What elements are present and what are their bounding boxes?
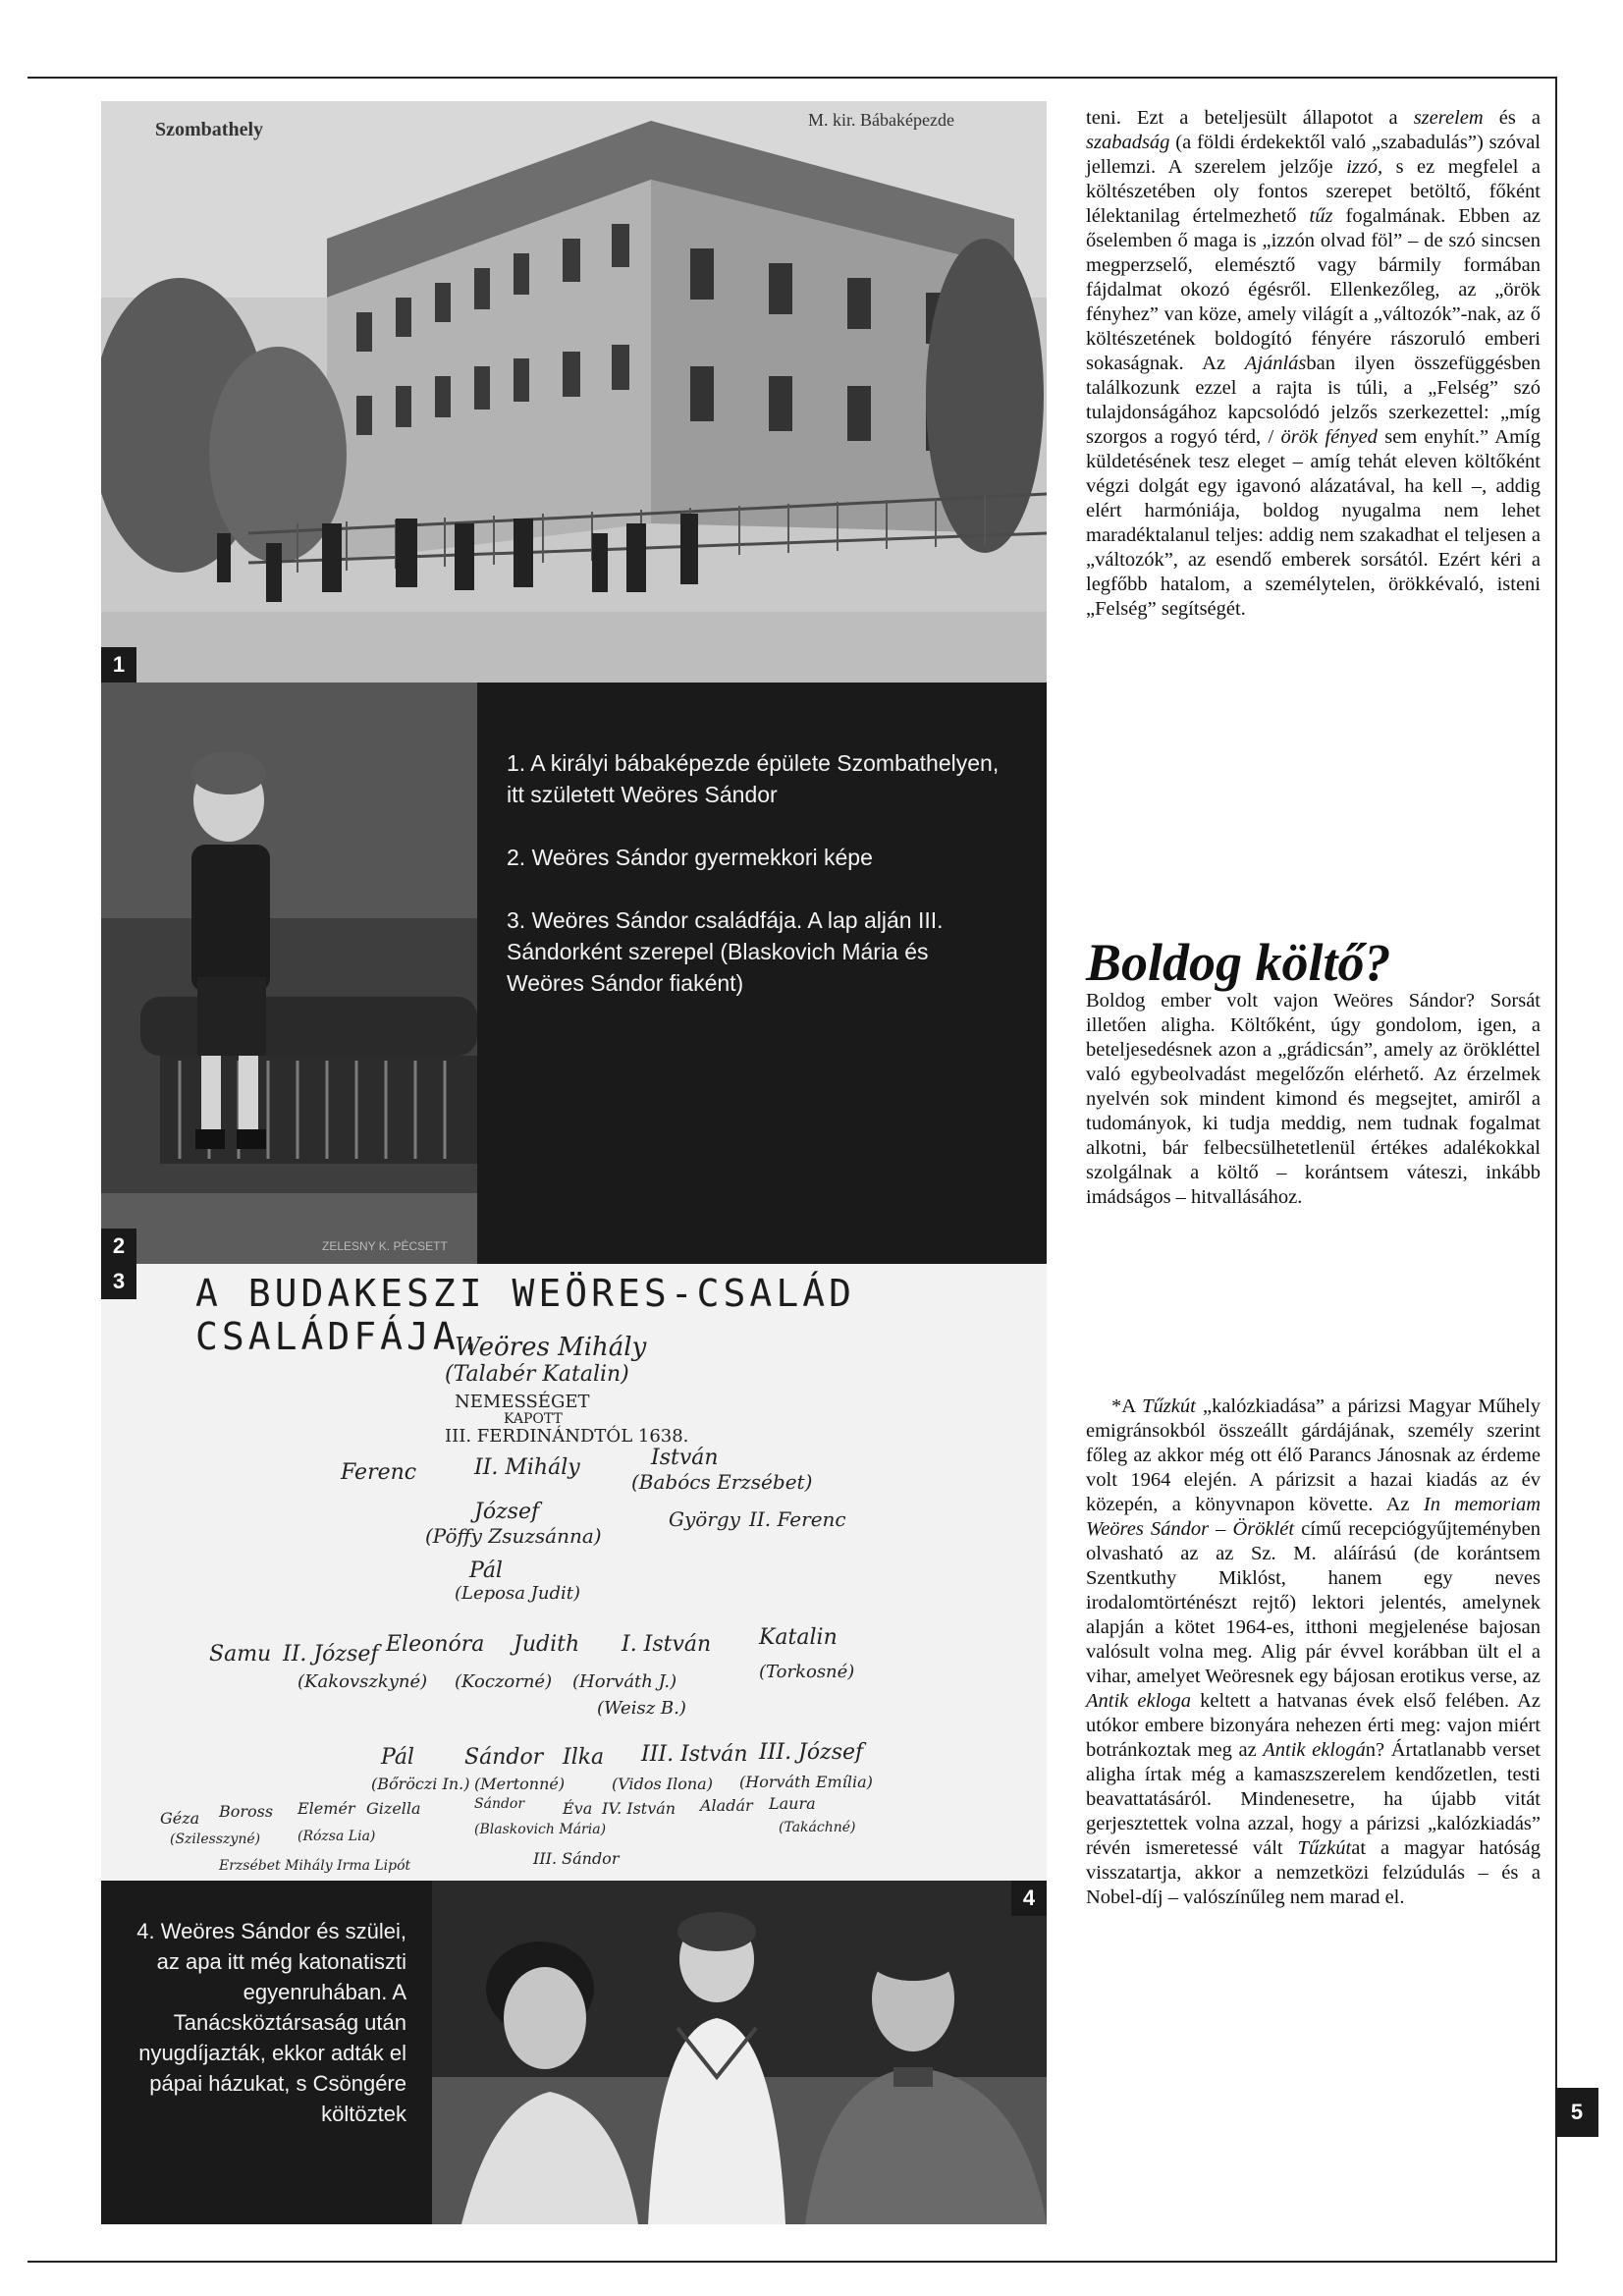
tree-name: III. István	[641, 1742, 748, 1767]
text-run: fogalmának. Ebben az őselemben ő maga is „izzón olvad föl” – de szó sincsen megperzselő, elemésztő vagy bármily formában fájdalmat okozó égésről. Ellenkezőleg, az „örök fényhez” van köze, amely világít a „változók”-nak, az ő költészetének boldogító fényére rászoruló emberi sokaságnak. Az	[1086, 205, 1541, 374]
caption-3: 3. Weöres Sándor családfája. A lap alján III. Sándorként szerepel (Blaskovich Mária és Weöres Sándor fiaként)	[507, 907, 944, 996]
photo-number-badge: 1	[101, 647, 136, 683]
caption-panel	[477, 683, 1047, 1264]
family-illustration	[432, 1881, 1047, 2224]
tree-name: Sándor	[474, 1796, 525, 1812]
family-tree-document	[101, 1264, 1047, 1881]
section-heading: Boldog költő?	[1086, 933, 1391, 992]
tree-name: (Mertonné)	[474, 1775, 566, 1793]
tree-name: (Horváth Emília)	[739, 1773, 873, 1791]
tree-name: Samu	[209, 1642, 272, 1667]
tree-note: KAPOTT	[504, 1411, 563, 1427]
tree-name: Eleonóra	[386, 1632, 485, 1657]
text-run: s ez megfelel a költészetében oly fontos szerepet betöltő, főként lélektanilag értelmezhető	[1086, 156, 1541, 227]
tree-name: Gizella	[366, 1799, 421, 1818]
postcard-building-label: M. kir. Bábaképezde	[808, 110, 954, 130]
tree-name: Erzsébet Mihály Irma Lipót	[219, 1858, 411, 1874]
postcard-city-label: Szombathely	[155, 119, 263, 140]
footnote-paragraph	[1086, 1394, 1541, 1910]
tree-name: Sándor	[464, 1745, 544, 1770]
family-tree-title: A BUDAKESZI WEÖRES-CSALÁD CSALÁDFÁJA.	[195, 1272, 855, 1358]
tree-name: György	[669, 1507, 740, 1531]
caption-4: 4. Weöres Sándor és szülei, az apa itt még katonatiszti egyenruhában. A Tanácsköztársaság után nyugdíjazták, ekkor adták el pápai házukat, s Csöngére költöztek	[136, 1919, 406, 2126]
page-frame-bottom	[27, 2261, 1557, 2263]
tree-name: II. Ferenc	[749, 1507, 846, 1531]
text-run: című recepciógyűjteményben olvasható az az Sz. M. aláírású (de korántsem Szentkuthy Miklóst, hanem egy neves irodalomtörténészt rejtő) lektori jelentés, amelynek alapján a kötet 1964-es, itthoni megjelenése bajosan valósult volna meg. Alig pár évvel korábban ült el a vihar, amelyet Weöresnek egy bájosan erotikus verse, az	[1086, 1518, 1542, 1687]
tree-name: (Takáchné)	[779, 1820, 856, 1835]
tree-name: Judith	[514, 1632, 580, 1657]
family-portrait-photo	[432, 1881, 1047, 2224]
text-run: n? Ártatlanabb verset aligha írtak még a kamaszszerelem kendőzetlen, testi beavattatásáról. Mindenesetre, ha újabb vitát gerjesztettek volna azzal, hogy a párizsi „kalózkiadás” révén ismeretessé vált	[1086, 1739, 1541, 1859]
tree-name: Pál	[381, 1745, 414, 1770]
text-run-italic: izzó,	[1346, 156, 1383, 178]
text-run-italic: tűz	[1309, 205, 1333, 227]
tree-name: (Horváth J.)	[572, 1671, 677, 1692]
tree-name: István	[651, 1446, 719, 1470]
text-run-italic: Antik eklogá	[1263, 1739, 1366, 1761]
child-illustration	[101, 683, 477, 1264]
tree-name: József	[474, 1500, 540, 1524]
tree-name: IV. István	[602, 1799, 676, 1818]
tree-note: III. FERDINÁNDTÓL 1638.	[445, 1426, 689, 1447]
text-run: keltett a hatvanas évek első felében. Az utókor embere bizonyára nehezen érti meg: vajon miért botránkoztak meg az	[1086, 1690, 1541, 1761]
tree-note: NEMESSÉGET	[455, 1392, 590, 1412]
tree-name: (Babócs Erzsébet)	[631, 1470, 813, 1494]
tree-name: (Bőröczi In.)	[371, 1775, 470, 1793]
text-run-italic: örök fényed	[1280, 426, 1378, 448]
text-run: at a magyar hatóság visszatartja, akkor a nemzetközi felzúdulás – és a Nobel-díj – valószínűleg nem marad el.	[1086, 1837, 1542, 1908]
text-run-italic: Tűzkút	[1142, 1395, 1196, 1417]
tree-name: (Leposa Judit)	[455, 1583, 581, 1604]
page-number: 5	[1555, 2088, 1598, 2137]
text-run: és a	[1483, 107, 1541, 129]
tree-name: (Talabér Katalin)	[445, 1362, 629, 1387]
text-run: „kalózkiadása” a párizsi Magyar Műhely emigránsokból összeállt gárdájának, személy szerint főleg az akkor még ott élő Parancs Jánosnak az érdeme volt 1964 elején. A párizsit a hazai kiadás az év közepén, a könyvnapon követte. Az	[1086, 1395, 1541, 1515]
text-run-italic: In memoriam Weöres Sándor – Öröklét	[1086, 1494, 1542, 1540]
tree-name: Elemér	[298, 1799, 355, 1818]
tree-name: Éva	[563, 1799, 593, 1818]
tree-name: (Koczorné)	[455, 1671, 553, 1692]
tree-name: II. Mihály	[474, 1455, 580, 1480]
photo-number-badge: 3	[101, 1264, 136, 1299]
tree-name: II. József	[283, 1642, 379, 1667]
page-frame-right	[1555, 77, 1557, 2263]
tree-name: Ilka	[563, 1745, 605, 1770]
building-illustration	[101, 101, 1047, 683]
caption-2: 2. Weöres Sándor gyermekkori képe	[507, 845, 873, 870]
text-run-italic: Antik ekloga	[1086, 1690, 1192, 1712]
tree-name: (Szilesszyné)	[170, 1831, 261, 1847]
tree-name: Katalin	[759, 1625, 838, 1650]
text-run: ban ilyen összefüggésben találkozunk ezzel a rajta is túli, a „Felség” szó tulajdonságához kapcsolódó jelzős szerkezettel: „míg szorgos a rogyó térd, /	[1086, 353, 1541, 448]
tree-name: (Torkosné)	[759, 1662, 855, 1682]
tree-name: III. József	[759, 1740, 864, 1765]
tree-name: Géza	[160, 1809, 200, 1828]
tree-name: (Blaskovich Mária)	[474, 1822, 607, 1837]
page-frame-top	[27, 77, 1557, 79]
child-portrait-photo	[101, 683, 477, 1264]
tree-name: Boross	[219, 1802, 274, 1821]
photo-number-badge: 4	[1011, 1881, 1047, 1916]
tree-name: (Kakovszkyné)	[298, 1671, 428, 1692]
caption-panel-family	[101, 1881, 432, 2224]
tree-name: Weöres Mihály	[455, 1333, 647, 1362]
text-run-italic: Ajánlás	[1244, 353, 1307, 374]
photo-number-badge: 2	[101, 1229, 136, 1264]
tree-name: (Vidos Ilona)	[612, 1775, 713, 1793]
tree-name: Aladár	[700, 1796, 753, 1815]
article-paragraph: Boldog ember volt vajon Weöres Sándor? Sorsát illetően aligha. Költőként, úgy gondolom, igen, a beteljesedésnek azon a „grádicsán”, amely az örökléttel való egybeolvadást megelőzőn elérhető. Az érzelmek nyelvén sok mindent kimond és megsejtet, amiről a tudományok, ki tudja meddig, nem tudnak fogalmat alkotni, bár felbecsülhetetlenül értékes adalékokkal szolgálnak a költő – korántsem váteszi, inkább imádságos – hitvallásához.	[1086, 990, 1541, 1208]
tree-name: III. Sándor	[533, 1849, 620, 1868]
tree-name: Pál	[469, 1558, 503, 1583]
tree-name: Ferenc	[341, 1460, 417, 1485]
tree-name: (Rózsa Lia)	[298, 1829, 376, 1844]
tree-name: I. István	[622, 1632, 712, 1657]
text-run-italic: Tűzkút	[1297, 1837, 1352, 1859]
article-paragraph	[1086, 106, 1541, 622]
building-photo	[101, 101, 1047, 683]
tree-name: (Pöffy Zsuzsánna)	[425, 1524, 602, 1548]
text-run: *A	[1111, 1395, 1143, 1417]
caption-1: 1. A királyi bábaképezde épülete Szombathelyen, itt született Weöres Sándor	[507, 750, 1000, 807]
text-run: teni. Ezt a beteljesült állapotot a	[1086, 107, 1414, 129]
studio-label: ZELESNY K. PÉCSETT	[322, 1239, 448, 1253]
text-run: (a földi érdekektől való „szabadulás”) szóval jellemzi. A szerelem jelzője	[1086, 132, 1541, 178]
tree-name: (Weisz B.)	[597, 1698, 686, 1719]
text-run-italic: szabadság	[1086, 132, 1170, 153]
text-run: sem enyhít.” Amíg küldetésének tesz eleget – amíg tehát eleven költőként végzi dolgát egy igavonó alázatával, ha kell –, addig elért harmóniája, boldog nyugalma nem lehet maradéktalanul teljes: addig nem szakadhat el teljesen a „változók”, az esendő emberek sorsától. Ezért kéri a legfőbb hatalom, a személytelen, örökkévaló, isteni „Felség” segítségét.	[1086, 426, 1541, 620]
tree-name: Laura	[769, 1794, 816, 1813]
text-run-italic: szerelem	[1413, 107, 1484, 129]
